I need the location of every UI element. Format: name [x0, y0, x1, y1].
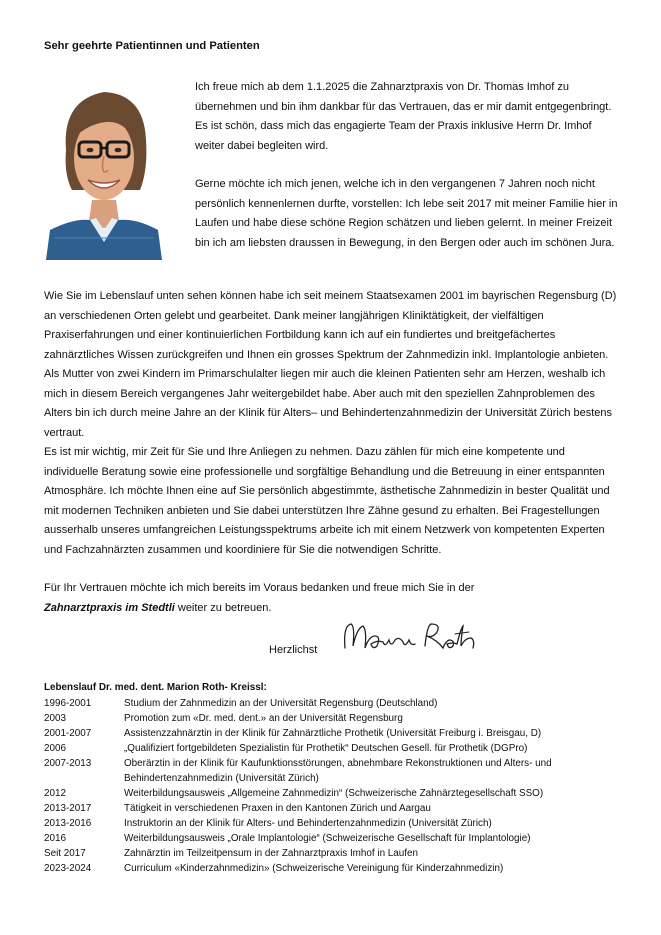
cv-entry-text: Tätigkeit in verschiedenen Praxen in den Kantonen Zürich und Aargau: [124, 803, 431, 814]
cv-entry: [44, 816, 624, 831]
cv-entry-text: Instruktorin an der Klinik für Alters- und Behindertenzahnmedizin (Universität Zürich): [124, 818, 492, 829]
cv-entry-year: 2003: [44, 713, 66, 724]
cv-title: Lebenslauf Dr. med. dent. Marion Roth- Kreissl:: [44, 682, 267, 693]
cv-entry: [44, 726, 624, 741]
cv-entry: [44, 756, 624, 786]
cv-entry-text: Weiterbildungsausweis „Allgemeine Zahnmedizin“ (Schweizerische Zahnärztegesellschaft SSO): [124, 788, 544, 799]
cv-entry-year: 2001-2007: [44, 728, 92, 739]
cv-entry: [44, 831, 624, 846]
cv-entry: [44, 696, 624, 711]
closing-line-end: weiter zu betreuen.: [174, 601, 272, 614]
cv-entry: [44, 801, 624, 816]
intro-text: [195, 78, 620, 272]
intro-paragraph: Ich freue mich ab dem 1.1.2025 die Zahnarztpraxis von Dr. Thomas Imhof zu übernehmen und bin ihm dankbar für das Vertrauen, das er mir damit entgegenbringt. Es ist schön, dass mich das engagierte Team der Praxis inklusive Herrn Dr. Imhof weiter dabei begleiten wird.: [195, 81, 612, 152]
body-paragraph: Wie Sie im Lebenslauf unten sehen können habe ich seit meinem Staatsexamen 2001 im bayrischen Regensburg (D) an verschiedenen Orten gelebt und gearbeitet. Dank meiner langjährigen Kliniktätigkeit, der vielfältigen Praxiserfahrungen und einer kontinuierlichen Fortbildung kann ich auf ein fundiertes und breitgefächertes zahnärztliches Wissen zurückgreifen und Ihnen ein grosses Spektrum der Zahnmedizin inkl. Implantologie anbieten. Als Mutter von zwei Kindern im Primarschulalter liegen mir auch die kleinen Patienten sehr am Herzen, weshalb ich mich in diesem Bereich vergangenes Jahr weitergebildet habe. Aber auch mit den speziellen Zahnproblemen des Alters bin ich durch meine Jahre an der Klinik für Alters– und Behindertenzahnmedizin der Universität Zürich bestens vertraut.: [44, 290, 617, 439]
cv-entry-year: 2013-2017: [44, 803, 92, 814]
practice-name: Zahnarztpraxis im Stedtli: [44, 601, 175, 614]
cv-entry-year: Seit 2017: [44, 848, 86, 859]
closing-paragraph: [44, 579, 620, 618]
cv-entry: [44, 711, 624, 726]
cv-entry-text: Curriculum «Kinderzahnmedizin» (Schweizerische Vereinigung für Kinderzahnmedizin): [124, 863, 504, 874]
cv-entry-text: Studium der Zahnmedizin an der Universität Regensburg (Deutschland): [124, 698, 438, 709]
cv-entry-text: Promotion zum «Dr. med. dent.» an der Universität Regensburg: [124, 713, 403, 724]
cv-entry-year: 2006: [44, 743, 66, 754]
cv-entry-text: Weiterbildungsausweis „Orale Implantologie“ (Schweizerische Gesellschaft für Implantologie): [124, 833, 531, 844]
cv-entry-year: 2007-2013: [44, 758, 92, 769]
cv-entry: [44, 846, 624, 861]
signature-block: [269, 618, 529, 668]
cv-entry: [44, 741, 624, 756]
cv-entry: [44, 861, 624, 876]
closing-line: Für Ihr Vertrauen möchte ich mich bereits im Voraus bedanken und freue mich Sie in der: [44, 582, 475, 594]
greeting-heading: Sehr geehrte Patientinnen und Patienten: [44, 40, 260, 52]
cv-section: [44, 680, 624, 876]
handwritten-signature: [337, 618, 487, 662]
cv-entry-text: „Qualifiziert fortgebildeten Spezialistin für Prothetik“ Deutschen Gesell. für Prothetik (DGPro): [124, 743, 528, 754]
cv-entry-year: 1996-2001: [44, 698, 92, 709]
cv-entry-text: Assistenzzahnärztin in der Klinik für Zahnärztliche Prothetik (Universität Freiburg i. Breisgau, D): [124, 728, 542, 739]
cv-entry-year: 2012: [44, 788, 66, 799]
intro-paragraph: Gerne möchte ich mich jenen, welche ich in den vergangenen 7 Jahren noch nicht persönlich kennenlernen durfte, vorstellen: Ich lebe seit 2017 mit meiner Familie hier in Laufen und habe diese schöne Region schätzen und lieben gelernt. In meiner Freizeit bin ich am liebsten draussen in Bewegung, in den Bergen oder auch im schönen Jura.: [195, 178, 618, 249]
main-text: [44, 287, 620, 618]
cv-list: [44, 696, 624, 876]
cv-entry-text: Oberärztin in der Klinik für Kaufunktionsstörungen, abnehmbare Rekonstruktionen und Alters- und Behindertenzahnmedizin (Universität Zürich): [124, 758, 552, 784]
cv-entry: [44, 786, 624, 801]
cv-entry-year: 2016: [44, 833, 66, 844]
body-paragraph: Es ist mir wichtig, mir Zeit für Sie und Ihre Anliegen zu nehmen. Dazu zählen für mich eine kompetente und individuelle Beratung sowie eine professionelle und sorgfältige Behandlung und die Betreuung in einer entspannten Atmosphäre. Ich möchte Ihnen eine auf Sie persönlich abgestimmte, ästhetische Zahnmedizin in bester Qualität und mit modernen Techniken anbieten und Sie dabei unterstützen Ihre Zähne gesund zu erhalten. Bei Fragestellungen ausserhalb unseres umfangreichen Leistungsspektrums arbeite ich mit einem Netzwerk von kompetenten Experten und Fachzahnärzten zusammen und koordiniere für Sie die notwendigen Schritte.: [44, 446, 610, 556]
cv-entry-year: 2013-2016: [44, 818, 92, 829]
cv-entry-year: 2023-2024: [44, 863, 92, 874]
portrait-photo: [44, 80, 164, 260]
cv-entry-text: Zahnärztin im Teilzeitpensum in der Zahnarztpraxis Imhof in Laufen: [124, 848, 419, 859]
signature-label: Herzlichst: [269, 644, 318, 656]
